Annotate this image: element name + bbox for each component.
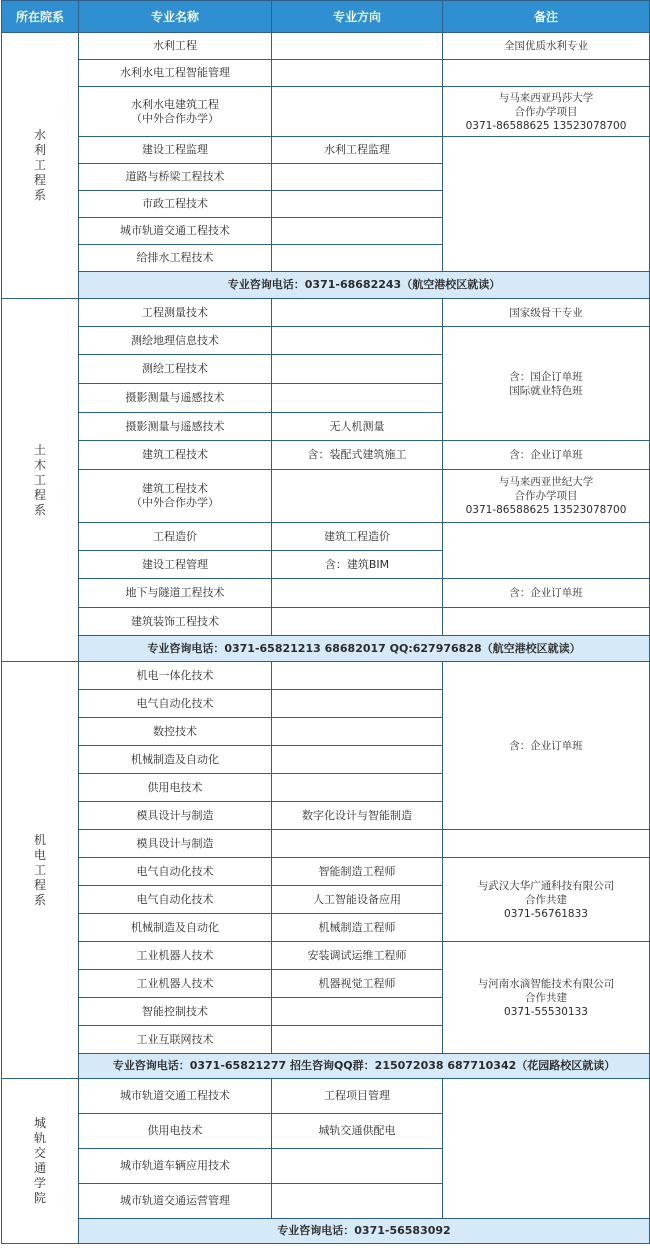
direction-cell: 机械制造工程师 [272, 914, 443, 942]
table-row [2, 942, 650, 970]
department-name: 水利工程系 [33, 128, 46, 202]
note-cell [443, 608, 650, 636]
direction-cell [272, 774, 443, 802]
major-cell: 给排水工程技术 [79, 245, 272, 272]
major-cell: 机械制造及自动化 [79, 914, 272, 942]
direction-cell: 智能制造工程师 [272, 858, 443, 886]
note-cell [443, 137, 650, 272]
note-cell: 含：国企订单班 国际就业特色班 [443, 327, 650, 441]
note-cell: 与马来西亚玛莎大学 合作办学项目 0371-86588625 13523078700 [443, 87, 650, 137]
direction-cell [272, 830, 443, 858]
direction-cell [272, 746, 443, 774]
direction-cell [272, 1149, 443, 1184]
note-cell: 全国优质水利专业 [443, 33, 650, 60]
table-body [2, 33, 650, 1244]
major-cell: 工程造价 [79, 523, 272, 551]
major-cell: 数控技术 [79, 718, 272, 746]
department-cell [2, 662, 79, 1079]
major-cell: 电气自动化技术 [79, 886, 272, 914]
major-cell: 电气自动化技术 [79, 690, 272, 718]
direction-cell [272, 1026, 443, 1054]
header-row [2, 1, 650, 33]
major-cell: 建设工程管理 [79, 551, 272, 579]
major-cell: 城市轨道交通运营管理 [79, 1184, 272, 1219]
table-row [2, 327, 650, 355]
note-cell [443, 60, 650, 87]
direction-cell: 数字化设计与智能制造 [272, 802, 443, 830]
header-major: 专业名称 [79, 1, 272, 33]
direction-cell [272, 662, 443, 690]
note-cell [443, 523, 650, 579]
consult-phone-row [2, 1219, 650, 1244]
major-cell: 机电一体化技术 [79, 662, 272, 690]
note-cell [443, 1079, 650, 1219]
major-cell: 测绘工程技术 [79, 355, 272, 384]
table-row [2, 662, 650, 690]
direction-cell [272, 33, 443, 60]
major-cell: 摄影测量与遥感技术 [79, 413, 272, 441]
table-row [2, 523, 650, 551]
direction-cell [272, 579, 443, 608]
major-cell: 地下与隧道工程技术 [79, 579, 272, 608]
major-cell: 建筑工程技术 （中外合作办学） [79, 470, 272, 523]
table-row [2, 608, 650, 636]
major-cell: 模具设计与制造 [79, 830, 272, 858]
department-cell [2, 33, 79, 299]
major-cell: 水利水电工程智能管理 [79, 60, 272, 87]
major-cell: 市政工程技术 [79, 191, 272, 218]
note-cell: 含：企业订单班 [443, 441, 650, 470]
table-row [2, 137, 650, 164]
direction-cell [272, 384, 443, 413]
major-cell: 机械制造及自动化 [79, 746, 272, 774]
direction-cell: 无人机测量 [272, 413, 443, 441]
direction-cell: 人工智能设备应用 [272, 886, 443, 914]
note-cell [443, 830, 650, 858]
direction-cell [272, 608, 443, 636]
table-row [2, 299, 650, 327]
direction-cell [272, 327, 443, 355]
major-cell: 工业机器人技术 [79, 942, 272, 970]
major-cell: 智能控制技术 [79, 998, 272, 1026]
department-name: 机电工程系 [33, 832, 46, 907]
consult-phone: 专业咨询电话：0371-65821277 招生咨询QQ群：215072038 687710342（花园路校区就读） [79, 1054, 650, 1079]
major-cell: 城市轨道交通工程技术 [79, 1079, 272, 1114]
direction-cell [272, 245, 443, 272]
note-cell: 国家级骨干专业 [443, 299, 650, 327]
direction-cell [272, 191, 443, 218]
major-cell: 建设工程监理 [79, 137, 272, 164]
note-cell: 含：企业订单班 [443, 579, 650, 608]
direction-cell [272, 164, 443, 191]
direction-cell: 安装调试运维工程师 [272, 942, 443, 970]
major-cell: 供用电技术 [79, 1114, 272, 1149]
table-row [2, 470, 650, 523]
major-cell: 城市轨道交通工程技术 [79, 218, 272, 245]
major-cell: 电气自动化技术 [79, 858, 272, 886]
direction-cell [272, 998, 443, 1026]
department-name: 土木工程系 [33, 442, 46, 517]
major-cell: 城市轨道车辆应用技术 [79, 1149, 272, 1184]
note-cell: 与河南水滴智能技术有限公司 合作共建 0371-55530133 [443, 942, 650, 1054]
consult-phone: 专业咨询电话：0371-56583092 [79, 1219, 650, 1244]
major-cell: 摄影测量与遥感技术 [79, 384, 272, 413]
major-cell: 水利工程 [79, 33, 272, 60]
table-row [2, 441, 650, 470]
consult-phone: 专业咨询电话：0371-65821213 68682017 QQ:627976828（航空港校区就读） [79, 636, 650, 662]
consult-phone: 专业咨询电话：0371-68682243（航空港校区就读） [79, 272, 650, 299]
major-cell: 水利水电建筑工程 （中外合作办学） [79, 87, 272, 137]
table-row [2, 33, 650, 60]
direction-cell: 含：建筑BIM [272, 551, 443, 579]
direction-cell: 含：装配式建筑施工 [272, 441, 443, 470]
direction-cell [272, 87, 443, 137]
table-row [2, 579, 650, 608]
major-cell: 建筑装饰工程技术 [79, 608, 272, 636]
direction-cell [272, 218, 443, 245]
direction-cell: 建筑工程造价 [272, 523, 443, 551]
consult-phone-row [2, 636, 650, 662]
major-cell: 工业机器人技术 [79, 970, 272, 998]
major-cell: 测绘地理信息技术 [79, 327, 272, 355]
table-row [2, 858, 650, 886]
direction-cell [272, 60, 443, 87]
major-cell: 供用电技术 [79, 774, 272, 802]
major-cell: 模具设计与制造 [79, 802, 272, 830]
direction-cell [272, 690, 443, 718]
direction-cell [272, 355, 443, 384]
table-row [2, 60, 650, 87]
table-row [2, 1079, 650, 1114]
direction-cell [272, 470, 443, 523]
table-row [2, 830, 650, 858]
direction-cell [272, 299, 443, 327]
header-note: 备注 [443, 1, 650, 33]
note-cell: 与马来西亚世纪大学 合作办学项目 0371-86588625 13523078700 [443, 470, 650, 523]
table-row [2, 87, 650, 137]
department-cell [2, 1079, 79, 1244]
majors-table [1, 0, 650, 1244]
major-cell: 建筑工程技术 [79, 441, 272, 470]
header-department: 所在院系 [2, 1, 79, 33]
department-cell [2, 299, 79, 662]
major-cell: 工业互联网技术 [79, 1026, 272, 1054]
consult-phone-row [2, 1054, 650, 1079]
major-cell: 道路与桥梁工程技术 [79, 164, 272, 191]
direction-cell: 城轨交通供配电 [272, 1114, 443, 1149]
direction-cell: 机器视觉工程师 [272, 970, 443, 998]
department-name: 城轨交通学院 [33, 1116, 46, 1205]
note-cell: 与武汉大华广通科技有限公司 合作共建 0371-56761833 [443, 858, 650, 942]
direction-cell: 工程项目管理 [272, 1079, 443, 1114]
major-cell: 工程测量技术 [79, 299, 272, 327]
direction-cell [272, 1184, 443, 1219]
direction-cell [272, 718, 443, 746]
consult-phone-row [2, 272, 650, 299]
note-cell: 含：企业订单班 [443, 662, 650, 830]
direction-cell: 水利工程监理 [272, 137, 443, 164]
header-direction: 专业方向 [272, 1, 443, 33]
